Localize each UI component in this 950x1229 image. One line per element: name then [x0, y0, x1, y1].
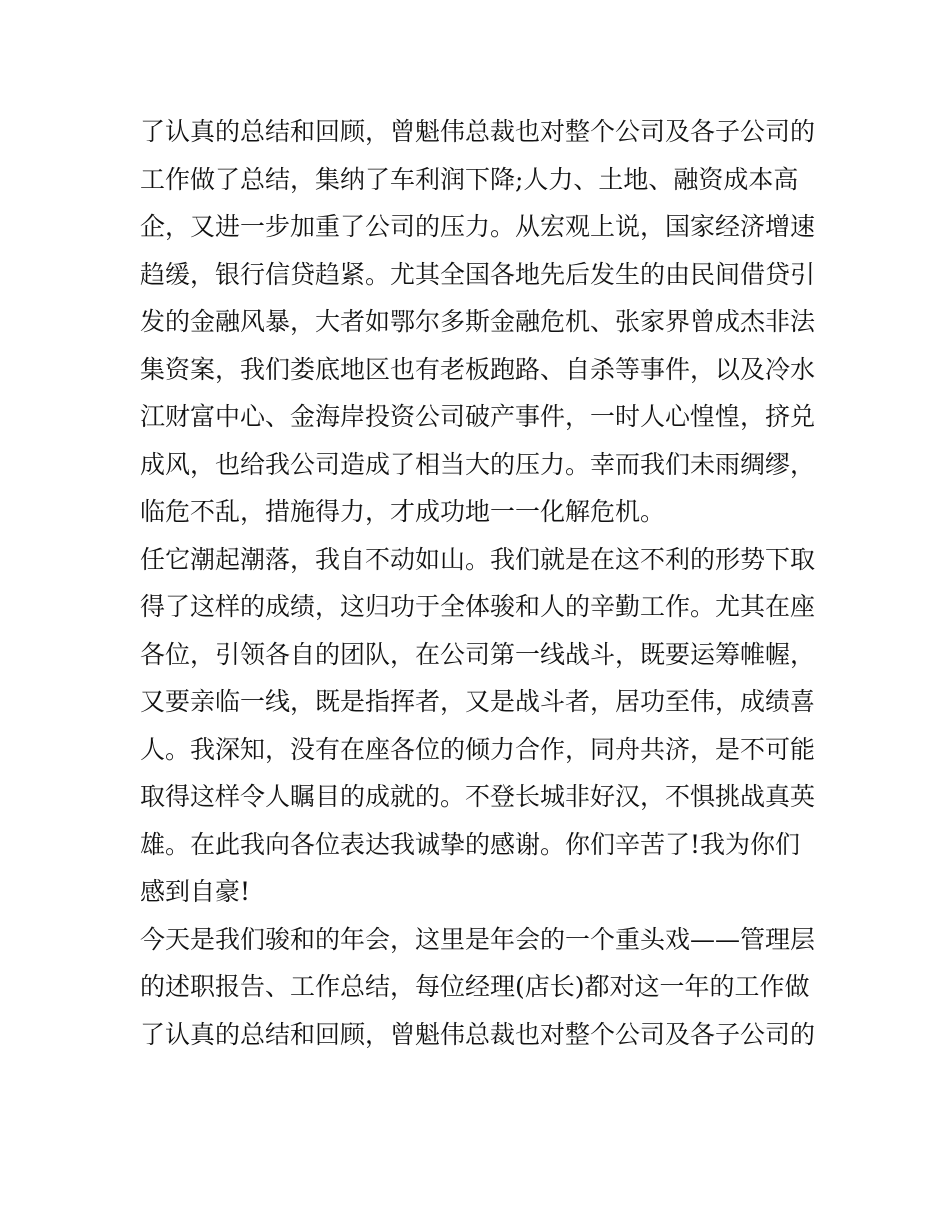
- text-line: 趋缓，银行信贷趋紧。尤其全国各地先后发生的由民间借贷引: [140, 259, 816, 289]
- text-line: 工作做了总结，集纳了车利润下降;人力、土地、融资成本高: [140, 164, 799, 194]
- text-line: 感到自豪!: [140, 877, 251, 906]
- text-line: 成风，也给我公司造成了相当大的压力。幸而我们未雨绸缪，: [140, 449, 816, 479]
- text-line: 了认真的总结和回顾，曾魁伟总裁也对整个公司及各子公司的: [140, 117, 816, 146]
- text-line: 了认真的总结和回顾，曾魁伟总裁也对整个公司及各子公司的: [140, 1019, 816, 1049]
- text-line: 人。我深知，没有在座各位的倾力合作，同舟共济，是不可能: [140, 734, 816, 764]
- body-text: [140, 108, 820, 1058]
- text-line: 雄。在此我向各位表达我诚挚的感谢。你们辛苦了!我为你们: [140, 829, 801, 859]
- text-line: 发的金融风暴，大者如鄂尔多斯金融危机、张家界曾成杰非法: [140, 307, 816, 336]
- text-line: 集资案，我们娄底地区也有老板跑路、自杀等事件，以及冷水: [140, 354, 816, 384]
- text-line: 江财富中心、金海岸投资公司破产事件，一时人心惶惶，挤兑: [140, 402, 816, 431]
- text-line: 的述职报告、工作总结，每位经理(店长)都对这一年的工作做: [140, 972, 810, 1001]
- text-line: 取得这样令人瞩目的成就的。不登长城非好汉，不惧挑战真英: [140, 782, 816, 811]
- text-line: 临危不乱，措施得力，才成功地一一化解危机。: [140, 497, 666, 526]
- text-line: 得了这样的成绩，这归功于全体骏和人的辛勤工作。尤其在座: [140, 592, 816, 621]
- text-line: 企，又进一步加重了公司的压力。从宏观上说，国家经济增速: [140, 212, 816, 241]
- text-line: 任它潮起潮落，我自不动如山。我们就是在这不利的形势下取: [140, 544, 816, 574]
- text-line: 今天是我们骏和的年会，这里是年会的一个重头戏——管理层: [140, 924, 816, 954]
- text-line: 各位，引领各自的团队，在公司第一线战斗，既要运筹帷幄，: [140, 639, 816, 669]
- text-line: 又要亲临一线，既是指挥者，又是战斗者，居功至伟，成绩喜: [140, 687, 816, 716]
